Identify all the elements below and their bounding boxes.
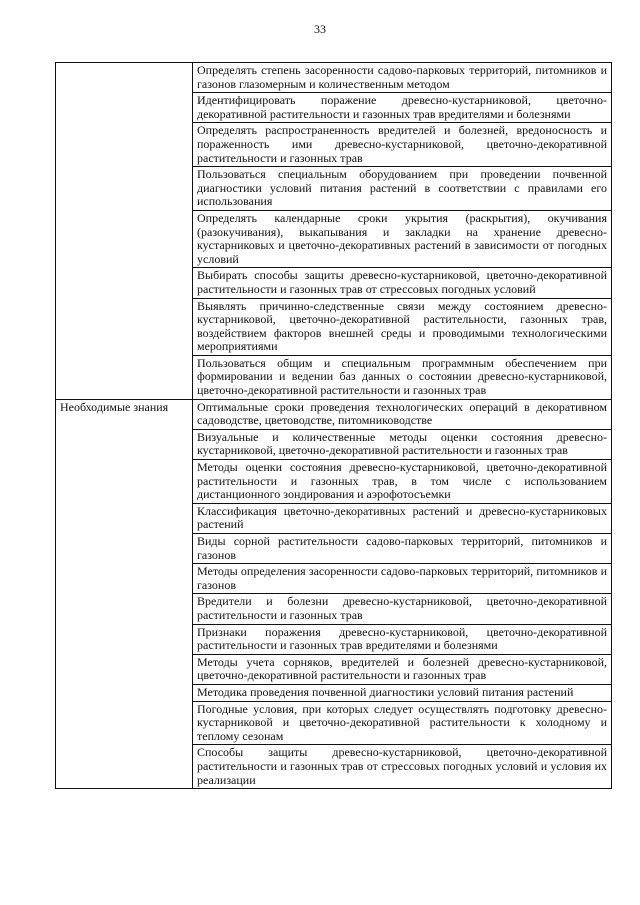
knowledge-item: Методика проведения почвенной диагностики условий питания растений: [193, 684, 612, 701]
knowledge-item: Виды сорной растительности садово-парковых территорий, питомников и газонов: [193, 534, 612, 564]
knowledge-item: Классификация цветочно-декоративных растений и древесно-кустарниковых растений: [193, 503, 612, 533]
knowledge-section-label: Необходимые знания: [56, 399, 193, 788]
skills-item: Пользоваться специальным оборудованием при проведении почвенной диагностики условий питания растений в соответствии с правилами его использования: [193, 167, 612, 211]
knowledge-item: Способы защиты древесно-кустарниковой, цветочно-декоративной растительности и газонных трав от стрессовых погодных условий и условия их реализации: [193, 745, 612, 789]
skills-item: Определять календарные сроки укрытия (раскрытия), окучивания (разокучивания), выкапывания и закладки на хранение древесно-кустарниковых и цветочно-декоративных растений в зависимости от погодных условий: [193, 210, 612, 267]
knowledge-item: Визуальные и количественные методы оценки состояния древесно-кустарниковой, цветочно-декоративной растительности и газонных трав: [193, 429, 612, 459]
skills-item: Выбирать способы защиты древесно-кустарниковой, цветочно-декоративной растительности и газонных трав от стрессовых погодных условий: [193, 268, 612, 298]
knowledge-item: Методы оценки состояния древесно-кустарниковой, цветочно-декоративной растительности и газонных трав, в том числе с использованием дистанционного зондирования и аэрофотосъемки: [193, 460, 612, 504]
skills-section-label: [56, 63, 193, 400]
skills-row: [56, 63, 612, 93]
knowledge-item: Вредители и болезни древесно-кустарниковой, цветочно-декоративной растительности и газонных трав: [193, 594, 612, 624]
knowledge-item: Оптимальные сроки проведения технологических операций в декоративном садоводстве, цветоводстве, питомниководстве: [193, 399, 612, 429]
skills-item: Определять распространенность вредителей и болезней, вредоносность и пораженность ими древесно-кустарниковой, цветочно-декоративной растительности и газонных трав: [193, 123, 612, 167]
knowledge-row: [56, 399, 612, 429]
skills-item: Выявлять причинно-следственные связи между состоянием древесно-кустарниковой, цветочно-декоративной растительности, газонных трав, воздействием факторов внешней среды и проводимыми технологическими мероприятиями: [193, 298, 612, 355]
skills-item: Идентифицировать поражение древесно-кустарниковой, цветочно-декоративной растительности и газонных трав вредителями и болезнями: [193, 93, 612, 123]
knowledge-item: Методы определения засоренности садово-парковых территорий, питомников и газонов: [193, 564, 612, 594]
requirements-table: [55, 62, 612, 789]
skills-item: Пользоваться общим и специальным программным обеспечением при формировании и ведении баз данных о состоянии древесно-кустарниковой, цветочно-декоративной растительности и газонных трав: [193, 355, 612, 399]
knowledge-item: Методы учета сорняков, вредителей и болезней древесно-кустарниковой, цветочно-декоративной растительности и газонных трав: [193, 654, 612, 684]
skills-item: Определять степень засоренности садово-парковых территорий, питомников и газонов глазомерным и количественным методом: [193, 63, 612, 93]
page-number: 33: [314, 22, 326, 36]
knowledge-item: Погодные условия, при которых следует осуществлять подготовку древесно-кустарниковой и цветочно-декоративной растительности к холодному и теплому сезонам: [193, 701, 612, 745]
knowledge-item: Признаки поражения древесно-кустарниковой, цветочно-декоративной растительности и газонных трав вредителями и болезнями: [193, 624, 612, 654]
